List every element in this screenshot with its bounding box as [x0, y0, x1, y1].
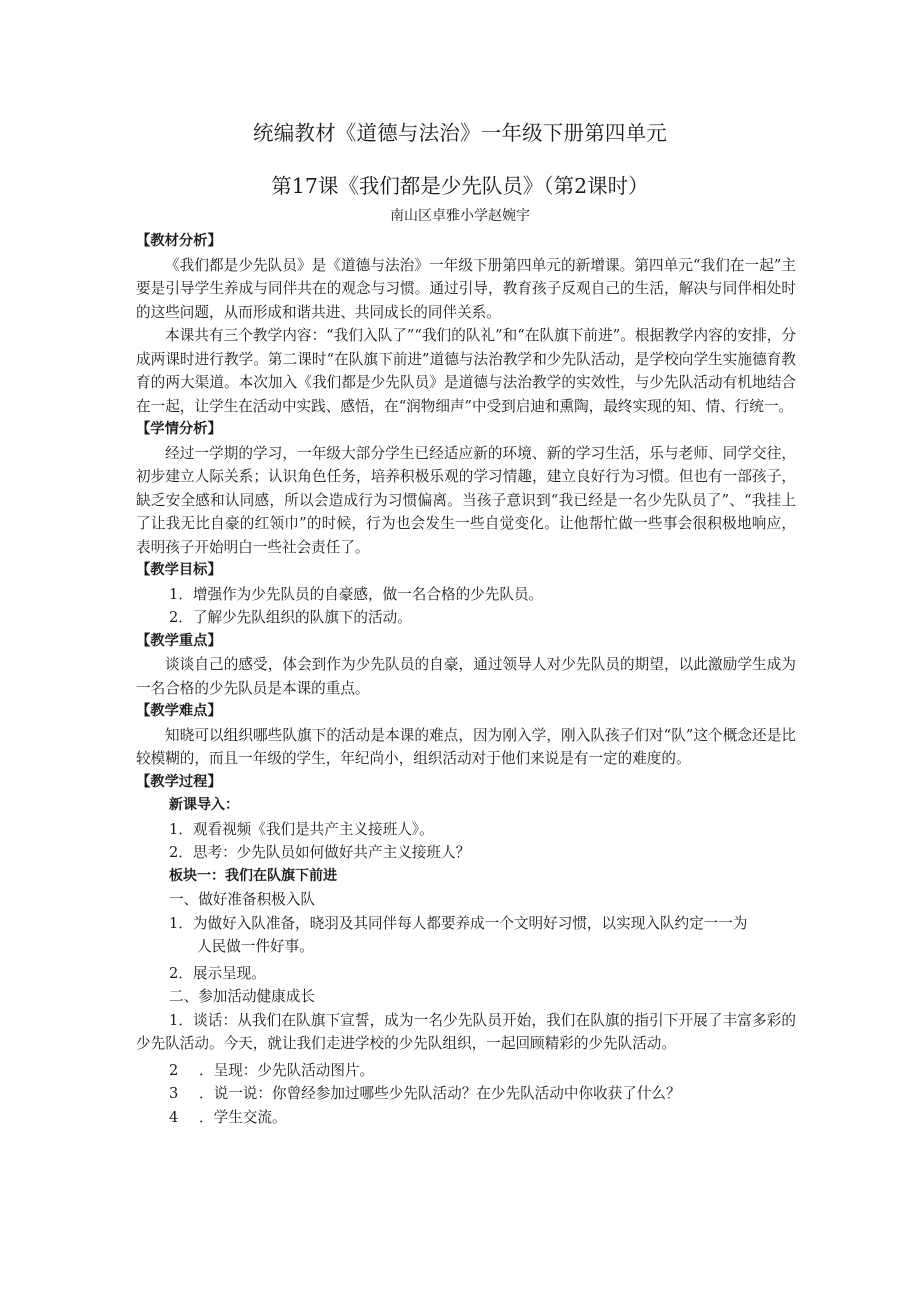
list-item: 1．增强作为少先队员的自豪感，做一名合格的少先队员。 — [169, 585, 544, 603]
list-item — [136, 1059, 796, 1083]
paragraph: 经过一学期的学习，一年级大部分学生已经适应新的环境、新的学习生活，乐与老师、同学交往，初步建立人际关系；认识角色任务，培养积极乐观的学习情趣，建立良好行为习惯。但也有一部孩子，缺乏安全感和认同感，所以会造成行为习惯偏离。当孩子意识到“我已经是一名少先队员了”、“我挂上了让我无比自豪的红领巾”的时候，行为也会发生一些自觉变化。让他帮忙做一些事会很积极地响应，表明孩子开始明白一些社会责任了。 — [136, 444, 796, 556]
section-heading-students: 【学情分析】 — [136, 421, 222, 437]
list-item — [136, 1106, 796, 1130]
part-heading: 二、参加活动健康成长 — [169, 988, 315, 1005]
author-line: 南山区卓雅小学赵婉宇 — [390, 208, 530, 224]
list-number: 2 — [169, 1061, 179, 1079]
list-item — [136, 1082, 796, 1106]
paragraph: 知晓可以组织哪些队旗下的活动是本课的难点，因为刚入学，刚入队孩子们对“队”这个概念还是比较模糊的，而且一年级的学生，年纪尚小，组织活动对于他们来说是有一定的难度的。 — [136, 726, 796, 767]
document-title: 统编教材《道德与法治》一年级下册第四单元 — [253, 121, 667, 145]
list-text: ．说一说：你曾经参加过哪些少先队活动？在少先队活动中你收获了什么？ — [199, 1085, 681, 1102]
lesson-subtitle: 第17课《我们都是少先队员》（第2课时） — [271, 174, 649, 198]
subheading-block1: 板块一：我们在队旗下前进 — [169, 867, 337, 884]
paragraph: 《我们都是少先队员》是《道德与法治》一年级下册第四单元的新增课。第四单元“我们在一起”主要是引导学生养成与同伴共在的观念与习惯。通过引导，教育孩子反观自己的生活，解决与同伴相处时的这些问题，从而形成和谐共进、共同成长的同伴关系。 — [136, 256, 796, 321]
paragraph: 1．谈话：从我们在队旗下宣誓，成为一名少先队员开始，我们在队旗的指引下开展了丰富多彩的少先队活动。今天，就让我们走进学校的少先队组织，一起回顾精彩的少先队活动。 — [136, 1011, 796, 1052]
paragraph: 本课共有三个教学内容：“我们入队了”“我们的队礼”和“在队旗下前进”。根据教学内容的安排，分成两课时进行教学。第二课时“在队旗下前进”道德与法治教学和少先队活动，是学校向学生实施德育教育的两大渠道。本次加入《我们都是少先队员》是道德与法治教学的实效性，与少先队活动有机地结合在一起，让学生在活动中实践、感悟，在“润物细声”中受到启迪和熏陶，最终实现的知、情、行统一。 — [136, 327, 796, 415]
list-item: 2．了解少先队组织的队旗下的活动。 — [169, 609, 412, 626]
list-text: ．呈现：少先队活动图片。 — [199, 1061, 375, 1079]
list-item: 1．观看视频《我们是共产主义接班人》。 — [169, 820, 434, 838]
section-heading-focus: 【教学重点】 — [136, 632, 222, 649]
section-heading-difficulty: 【教学难点】 — [136, 703, 222, 719]
document-body — [136, 230, 796, 1129]
part-heading: 一、做好准备积极入队 — [169, 891, 315, 908]
list-number: 3 — [169, 1085, 179, 1102]
section-heading-goals: 【教学目标】 — [136, 562, 222, 578]
list-number: 4 — [169, 1108, 179, 1126]
list-item: 2．思考：少先队员如何做好共产主义接班人？ — [169, 844, 471, 861]
subheading-intro: 新课导入： — [169, 797, 239, 813]
section-heading-process: 【教学过程】 — [136, 773, 222, 790]
list-item-continuation: 人民做一件好事。 — [197, 938, 314, 955]
list-text: ．学生交流。 — [199, 1108, 287, 1126]
paragraph: 谈谈自己的感受，体会到作为少先队员的自豪，通过领导人对少先队员的期望，以此激励学生成为一名合格的少先队员是本课的重点。 — [136, 656, 796, 697]
list-item: 1．为做好入队准备，晓羽及其同伴每人都要养成一个文明好习惯，以实现入队约定一一为 — [169, 914, 748, 932]
section-heading-material: 【教材分析】 — [136, 233, 222, 249]
list-item: 2．展示呈现。 — [169, 964, 266, 982]
